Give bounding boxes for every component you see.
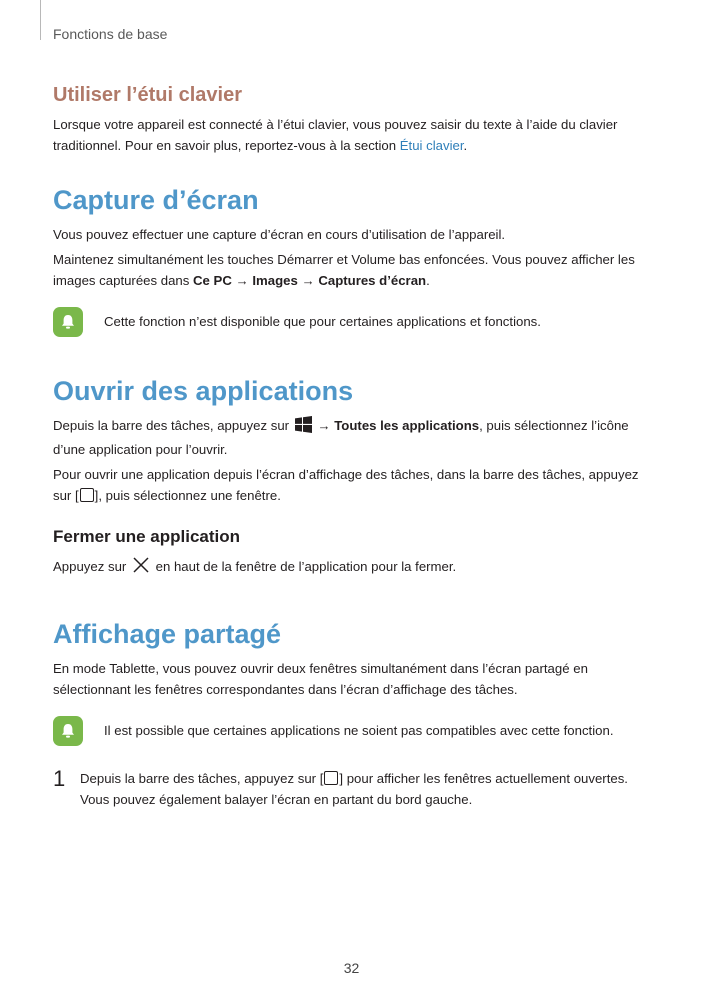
- paragraph-fermer: Appuyez sur en haut de la fenêtre de l’application pour la fermer.: [53, 556, 653, 580]
- task-view-icon: [324, 771, 338, 785]
- page-content: [53, 80, 653, 810]
- paragraph-capture-2: Maintenez simultanément les touches Démarrer et Volume bas enfoncées. Vous pouvez afficher les images capturées dans Ce PC → Images → Captures d’écran.: [53, 252, 635, 288]
- paragraph-capture-1: Vous pouvez effectuer une capture d’écran en cours d’utilisation de l’appareil.: [53, 227, 506, 242]
- menu-captures-ecran: Captures d’écran: [318, 273, 427, 288]
- menu-toutes-applications: Toutes les applications: [334, 418, 480, 433]
- note-text-partage: Il est possible que certaines applications ne soient pas compatibles avec cette fonction.: [104, 723, 614, 738]
- paragraph-etui: Lorsque votre appareil est connecté à l’étui clavier, vous pouvez saisir du texte à l’aide du clavier traditionnel. Pour en savoir plus, reportez-vous à la section Étui clavier.: [53, 117, 618, 153]
- heading-etui-clavier: Utiliser l’étui clavier: [53, 84, 242, 106]
- menu-ce-pc: Ce PC: [193, 273, 232, 288]
- heading-ouvrir-applications: Ouvrir des applications: [53, 376, 354, 406]
- step-1: [53, 768, 653, 810]
- paragraph-ouvrir-1: Depuis la barre des tâches, appuyez sur → Toutes les applications, puis sélectionnez l’icône d’une application pour l’ouvrir.: [53, 418, 629, 457]
- heading-fermer-application: Fermer une application: [53, 527, 241, 546]
- paragraph-ouvrir-2: Pour ouvrir une application depuis l’écran d’affichage des tâches, dans la barre des tâches, appuyez sur [ ], puis sélectionnez une fenêtre.: [53, 467, 639, 503]
- note-partage: [53, 716, 653, 746]
- heading-capture-ecran: Capture d’écran: [53, 185, 259, 215]
- link-etui-clavier[interactable]: Étui clavier: [399, 138, 464, 153]
- note-text-capture: Cette fonction n’est disponible que pour certaines applications et fonctions.: [104, 314, 541, 329]
- header-rule: [40, 0, 41, 40]
- paragraph-partage: En mode Tablette, vous pouvez ouvrir deux fenêtres simultanément dans l’écran partagé en sélectionnant les fenêtres correspondantes dans l’écran d’affichage des tâches.: [53, 661, 588, 697]
- step-text: Depuis la barre des tâches, appuyez sur [ ] pour afficher les fenêtres actuellement ouvertes. Vous pouvez également balayer l’écran en partant du bord gauche.: [80, 771, 628, 807]
- page-number: 32: [343, 960, 360, 976]
- windows-start-icon: [293, 416, 314, 439]
- bell-icon: [53, 716, 83, 746]
- heading-affichage-partage: Affichage partagé: [53, 619, 282, 649]
- menu-images: Images: [252, 273, 298, 288]
- task-view-icon: [80, 488, 94, 502]
- bell-icon: [53, 307, 83, 337]
- step-number: 1: [53, 766, 66, 791]
- note-capture: [53, 307, 653, 337]
- running-header: Fonctions de base: [53, 26, 168, 42]
- close-x-icon: [130, 556, 152, 580]
